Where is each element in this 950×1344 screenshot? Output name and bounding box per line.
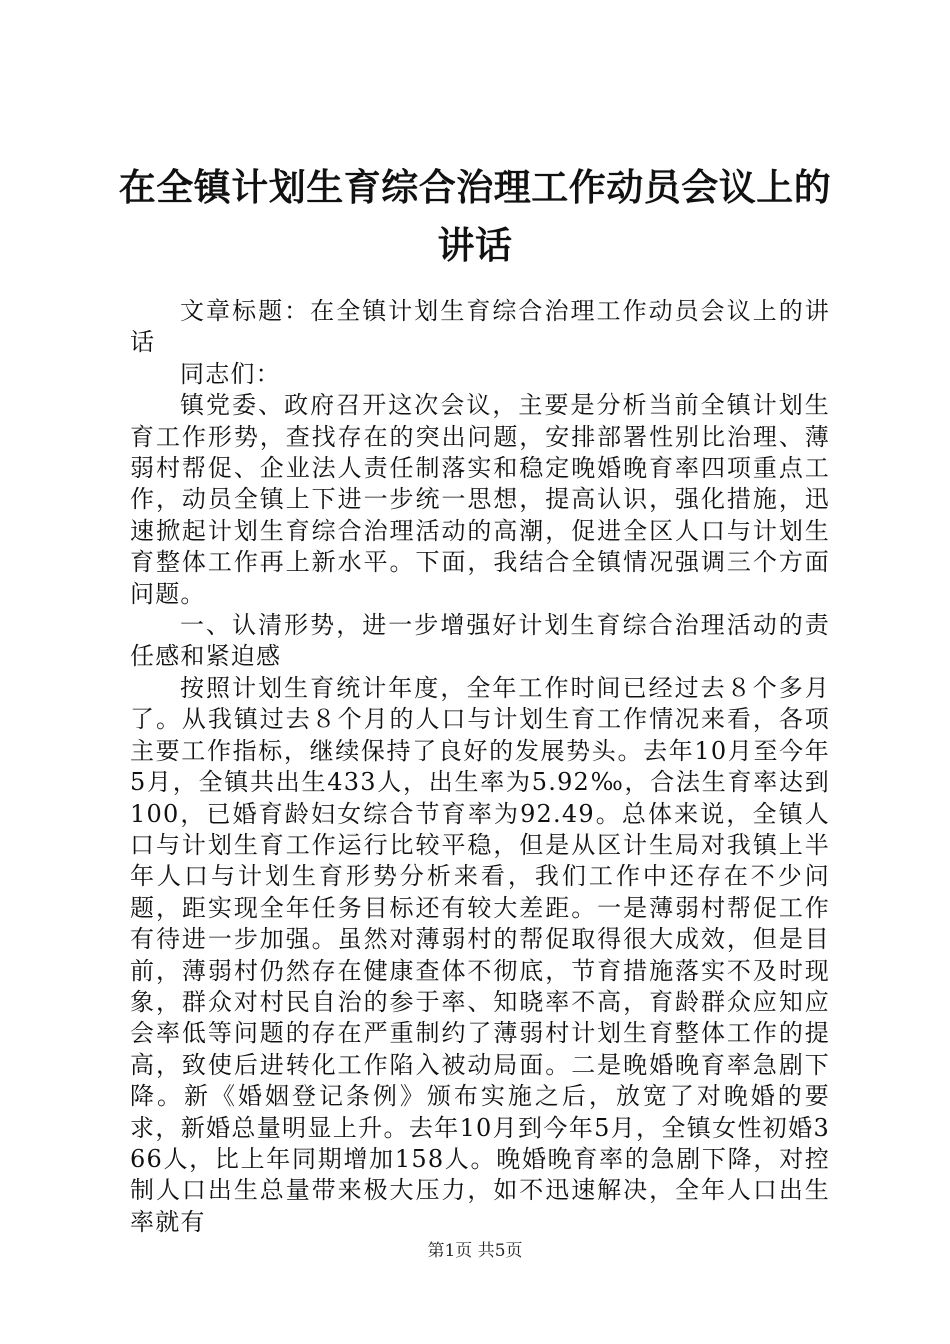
document-title: 在全镇计划生育综合治理工作动员会议上的讲话 (118, 165, 832, 267)
intro-paragraph: 镇党委、政府召开这次会议，主要是分析当前全镇计划生育工作形势，查找存在的突出问题，安排部署性别比治理、薄弱村帮促、企业法人责任制落实和稳定晚婚晚育率四项重点工作，动员全镇上下进一步统一思想，提高认识，强化措施，迅速掀起计划生育综合治理活动的高潮，促进全区人口与计划生育整体工作再上新水平。下面，我结合全镇情况强调三个方面问题。 (130, 391, 830, 608)
salutation: 同志们： (180, 359, 281, 388)
section-heading-1: 一、认清形势，进一步增强好计划生育综合治理活动的责任感和紧迫感 (130, 611, 830, 671)
body-paragraph: 按照计划生育统计年度，全年工作时间已经过去８个多月了。从我镇过去８个月的人口与计划生育工作情况来看，各项主要工作指标，继续保持了良好的发展势头。去年10月至今年5月，全镇共出生433人，出生率为5.92‰，合法生育率达到100，已婚育龄妇女综合节育率为92.49。总体来说，全镇人口与计划生育工作运行比较平稳，但是从区计生局对我镇上半年人口与计划生育形势分析来看，我们工作中还存在不少问题，距实现全年任务目标还有较大差距。一是薄弱村帮促工作有待进一步加强。虽然对薄弱村的帮促取得很大成效，但是目前，薄弱村仍然存在健康查体不彻底，节育措施落实不及时现象，群众对村民自治的参于率、知晓率不高，育龄群众应知应会率低等问题的存在严重制约了薄弱村计划生育整体工作的提高，致使后进转化工作陷入被动局面。二是晚婚晚育率急剧下降。新《婚姻登记条例》颁布实施之后，放宽了对晚婚的要求，新婚总量明显上升。去年10月到今年5月，全镇女性初婚366人，比上年同期增加158人。晚婚晚育率的急剧下降，对控制人口出生总量带来极大压力，如不迅速解决，全年人口出生率就有 (130, 673, 830, 1236)
page-footer: 第1页 共5页 (427, 1241, 523, 1261)
document-body (130, 296, 830, 1238)
article-title-line: 文章标题：在全镇计划生育综合治理工作动员会议上的讲话 (130, 297, 830, 357)
